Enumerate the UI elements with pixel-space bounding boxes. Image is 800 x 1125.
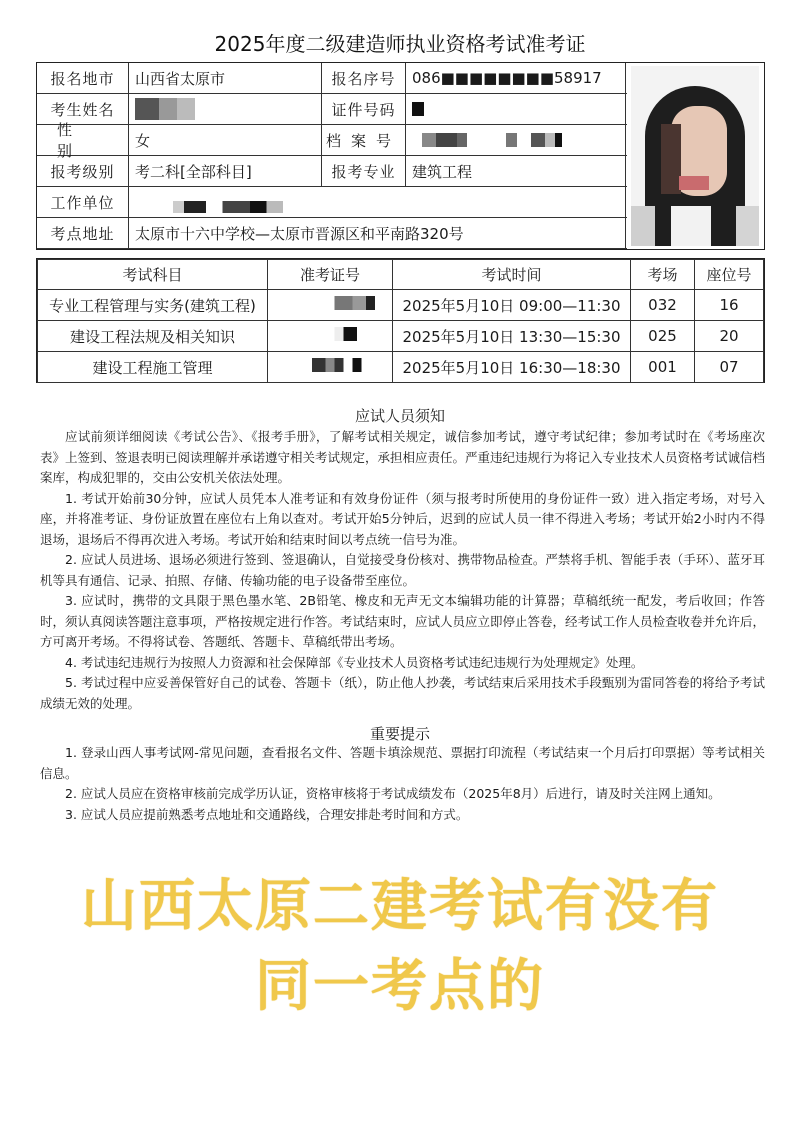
cell-seat: 20 xyxy=(695,321,764,352)
value-city: 山西省太原市 xyxy=(135,69,226,88)
value-reg-no: 086■■■■■■■■58917 xyxy=(412,69,602,87)
cell-time: 2025年5月10日 13:30—15:30 xyxy=(393,321,631,352)
table-row xyxy=(38,321,764,352)
value-level: 考二科[全部科目] xyxy=(135,162,252,181)
value-major: 建筑工程 xyxy=(412,162,473,181)
cell-seat: 07 xyxy=(695,352,764,383)
label-city: 报名地市 xyxy=(37,63,129,93)
redacted-work-unit xyxy=(173,201,283,213)
notice-paragraph: 4. 考试违纪违规行为按照人力资源和社会保障部《专业技术人员资格考试违纪违规行为处理规定》处理。 xyxy=(65,654,644,670)
banner-line-2: 同一考点的 xyxy=(255,954,545,1019)
notice-paragraph: 1. 考试开始前30分钟，应试人员凭本人准考证和有效身份证件（须与报考时所使用的身份证件一致）进入指定考场，对号入座，并将准考证、身份证放置在座位右上角以查对。考试开始5分钟后，迟到的应试人员一律不得进入考场；考试开始2小时内不得退场，退场后不得再次进入考场。考试开始和结束时间以考点统一信号为准。 xyxy=(40,490,765,547)
label-level: 报考级别 xyxy=(37,156,129,186)
label-reg-no: 报名序号 xyxy=(321,63,406,93)
row-gender-file xyxy=(37,121,627,160)
header-time: 考试时间 xyxy=(393,260,631,290)
cell-ticket xyxy=(268,352,393,383)
photo-cell xyxy=(625,63,764,248)
redacted-name xyxy=(135,98,195,120)
header-subject: 考试科目 xyxy=(38,260,268,290)
cell-time: 2025年5月10日 09:00—11:30 xyxy=(393,290,631,321)
tips-title: 重要提示 xyxy=(369,725,430,743)
label-work-unit: 工作单位 xyxy=(37,187,129,217)
label-id-no: 证件号码 xyxy=(321,94,406,124)
cell-time: 2025年5月10日 16:30—18:30 xyxy=(393,352,631,383)
value-work-unit xyxy=(129,187,619,217)
header-ticket: 准考证号 xyxy=(268,260,393,290)
page-title: 2025年度二级建造师执业资格考试准考证 xyxy=(214,32,586,56)
cell-ticket xyxy=(268,290,393,321)
value-name xyxy=(129,94,321,124)
cell-ticket xyxy=(268,321,393,352)
cell-subject: 建设工程法规及相关知识 xyxy=(38,321,268,352)
notice-paragraph: 应试前须详细阅读《考试公告》、《报考手册》，了解考试相关规定，诚信参加考试，遵守考试纪律；参加考试时在《考场座次表》上签到、签退表明已阅读理解并承诺遵守相关考试规定，承担相应责任。严重违纪违规行为将记入专业技术人员资格考试诚信档案库，构成犯罪的，交由公安机关依法处理。 xyxy=(40,429,766,485)
label-gender: 性别 xyxy=(37,125,129,155)
label-file-no: 档案号 xyxy=(321,125,406,155)
row-work-unit xyxy=(37,187,627,218)
row-city-regno xyxy=(37,63,627,94)
notice-paragraph: 3. 应试时，携带的文具限于黑色墨水笔、2B铅笔、橡皮和无声无文本编辑功能的计算器；草稿纸统一配发，考后收回；作答时，须认真阅读答题注意事项，严格按规定进行作答。考试结束时，应试人员应立即停止答卷，经考试工作人员检查收卷并允许后，方可离开考场。不得将试卷、答题纸、答题卡、草稿纸带出考场。 xyxy=(40,593,766,649)
redacted-file-no xyxy=(422,133,562,147)
redacted-id xyxy=(412,102,424,116)
value-gender: 女 xyxy=(135,131,151,150)
header-seat: 座位号 xyxy=(695,260,764,290)
candidate-photo xyxy=(631,66,759,246)
row-address xyxy=(37,218,627,249)
notice-title: 应试人员须知 xyxy=(354,407,445,425)
notice-paragraph: 2. 应试人员进场、退场必须进行签到、签退确认，自觉接受身份核对、携带物品检查。严禁将手机、智能手表（手环）、蓝牙耳机等具有通信、记录、拍照、存储、传输功能的电子设备带至座位。 xyxy=(40,552,765,588)
value-file-no xyxy=(406,125,621,155)
cell-seat: 16 xyxy=(695,290,764,321)
banner-line-1: 山西太原二建考试有没有 xyxy=(81,874,719,939)
notice-body xyxy=(40,427,765,714)
label-address: 考点地址 xyxy=(37,218,129,248)
exam-schedule-table xyxy=(36,258,765,383)
candidate-info-table xyxy=(36,62,765,250)
row-level-major xyxy=(37,156,627,187)
cell-room: 001 xyxy=(631,352,695,383)
tips-body xyxy=(40,743,765,825)
table-row xyxy=(38,290,764,321)
cell-room: 032 xyxy=(631,290,695,321)
cell-room: 025 xyxy=(631,321,695,352)
table-row xyxy=(38,352,764,383)
cell-subject: 建设工程施工管理 xyxy=(38,352,268,383)
tips-paragraph: 2. 应试人员应在资格审核前完成学历认证，资格审核将于考试成绩发布（2025年8月）后进行，请及时关注网上通知。 xyxy=(65,786,721,801)
cell-subject: 专业工程管理与实务(建筑工程) xyxy=(38,290,268,321)
table-header-row xyxy=(38,260,764,290)
value-address: 太原市十六中学校—太原市晋源区和平南路320号 xyxy=(135,224,464,243)
label-major: 报考专业 xyxy=(321,156,406,186)
header-room: 考场 xyxy=(631,260,695,290)
tips-paragraph: 3. 应试人员应提前熟悉考点地址和交通路线，合理安排赴考时间和方式。 xyxy=(65,806,469,822)
label-name: 考生姓名 xyxy=(37,94,129,124)
notice-paragraph: 5. 考试过程中应妥善保管好自己的试卷、答题卡（纸），防止他人抄袭，考试结束后采用技术手段甄别为雷同答卷的将给予考试成绩无效的处理。 xyxy=(40,675,765,711)
tips-paragraph: 1. 登录山西人事考试网-常见问题，查看报名文件、答题卡填涂规范、票据打印流程（考试结束一个月后打印票据）等考试相关信息。 xyxy=(40,745,765,781)
value-id-no xyxy=(406,94,621,124)
